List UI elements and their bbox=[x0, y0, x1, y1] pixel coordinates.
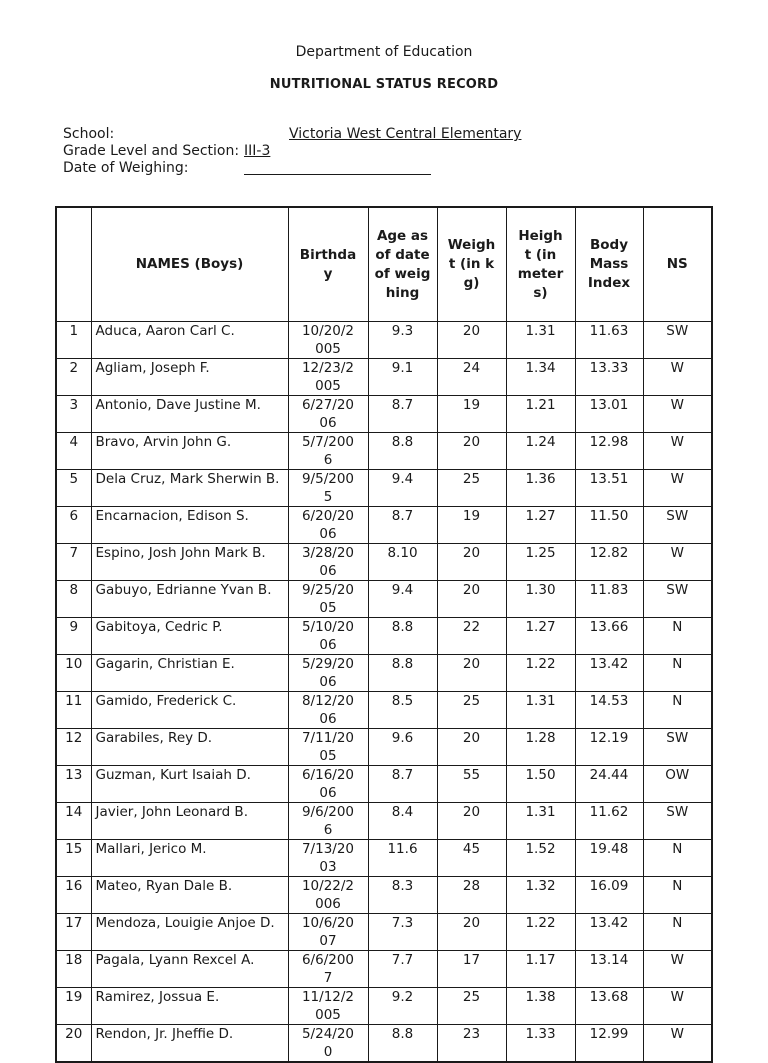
table-row bbox=[56, 507, 712, 544]
birthday-cell: 6/6/2007 bbox=[288, 951, 368, 988]
table-row bbox=[56, 840, 712, 877]
age-cell: 8.10 bbox=[368, 544, 437, 581]
nutritional-status-cell: W bbox=[643, 396, 712, 433]
nutritional-status-cell: W bbox=[643, 988, 712, 1025]
height-cell: 1.22 bbox=[506, 914, 575, 951]
row-number-cell: 8 bbox=[56, 581, 91, 618]
height-cell: 1.33 bbox=[506, 1025, 575, 1063]
bmi-cell: 14.53 bbox=[575, 692, 643, 729]
age-cell: 9.4 bbox=[368, 581, 437, 618]
weight-cell: 20 bbox=[437, 322, 506, 359]
bmi-cell: 13.66 bbox=[575, 618, 643, 655]
nutritional-status-table bbox=[55, 206, 713, 1063]
table-row bbox=[56, 951, 712, 988]
student-name-cell: Dela Cruz, Mark Sherwin B. bbox=[91, 470, 288, 507]
bmi-cell: 13.01 bbox=[575, 396, 643, 433]
height-cell: 1.22 bbox=[506, 655, 575, 692]
height-cell: 1.52 bbox=[506, 840, 575, 877]
table-row bbox=[56, 692, 712, 729]
student-name-cell: Garabiles, Rey D. bbox=[91, 729, 288, 766]
nutritional-status-cell: N bbox=[643, 618, 712, 655]
birthday-cell: 3/28/2006 bbox=[288, 544, 368, 581]
birthday-cell: 10/20/2005 bbox=[288, 322, 368, 359]
bmi-cell: 16.09 bbox=[575, 877, 643, 914]
table-row bbox=[56, 322, 712, 359]
col-header-names: NAMES (Boys) bbox=[91, 207, 288, 322]
height-cell: 1.31 bbox=[506, 692, 575, 729]
table-row bbox=[56, 359, 712, 396]
height-cell: 1.27 bbox=[506, 507, 575, 544]
age-cell: 7.7 bbox=[368, 951, 437, 988]
table-row bbox=[56, 766, 712, 803]
age-cell: 8.4 bbox=[368, 803, 437, 840]
weight-cell: 20 bbox=[437, 914, 506, 951]
col-header-age: Age as of date of weighing bbox=[368, 207, 437, 322]
date-label: Date of Weighing: bbox=[63, 160, 189, 176]
row-number-cell: 20 bbox=[56, 1025, 91, 1063]
nutritional-status-cell: N bbox=[643, 840, 712, 877]
birthday-cell: 6/16/2006 bbox=[288, 766, 368, 803]
height-cell: 1.24 bbox=[506, 433, 575, 470]
table-row bbox=[56, 433, 712, 470]
age-cell: 8.8 bbox=[368, 433, 437, 470]
birthday-cell: 10/22/2006 bbox=[288, 877, 368, 914]
student-name-cell: Guzman, Kurt Isaiah D. bbox=[91, 766, 288, 803]
height-cell: 1.34 bbox=[506, 359, 575, 396]
weight-cell: 28 bbox=[437, 877, 506, 914]
age-cell: 9.3 bbox=[368, 322, 437, 359]
bmi-cell: 12.99 bbox=[575, 1025, 643, 1063]
table-row bbox=[56, 914, 712, 951]
bmi-cell: 24.44 bbox=[575, 766, 643, 803]
birthday-cell: 5/29/2006 bbox=[288, 655, 368, 692]
birthday-cell: 9/25/2005 bbox=[288, 581, 368, 618]
nutritional-status-cell: N bbox=[643, 655, 712, 692]
birthday-cell: 8/12/2006 bbox=[288, 692, 368, 729]
table-row bbox=[56, 470, 712, 507]
date-line bbox=[63, 160, 189, 177]
weight-cell: 20 bbox=[437, 803, 506, 840]
row-number-cell: 17 bbox=[56, 914, 91, 951]
nutritional-status-cell: SW bbox=[643, 581, 712, 618]
bmi-cell: 11.50 bbox=[575, 507, 643, 544]
student-name-cell: Gabuyo, Edrianne Yvan B. bbox=[91, 581, 288, 618]
age-cell: 8.5 bbox=[368, 692, 437, 729]
department-heading: Department of Education bbox=[295, 44, 473, 60]
table-row bbox=[56, 396, 712, 433]
birthday-cell: 9/5/2005 bbox=[288, 470, 368, 507]
col-header-bmi: Body Mass Index bbox=[575, 207, 643, 322]
student-name-cell: Bravo, Arvin John G. bbox=[91, 433, 288, 470]
weight-cell: 22 bbox=[437, 618, 506, 655]
grade-label: Grade Level and Section: bbox=[63, 143, 240, 159]
row-number-cell: 3 bbox=[56, 396, 91, 433]
nutritional-status-cell: SW bbox=[643, 803, 712, 840]
weight-cell: 17 bbox=[437, 951, 506, 988]
nutritional-status-cell: SW bbox=[643, 729, 712, 766]
height-cell: 1.38 bbox=[506, 988, 575, 1025]
nutritional-status-cell: W bbox=[643, 1025, 712, 1063]
height-cell: 1.36 bbox=[506, 470, 575, 507]
height-cell: 1.28 bbox=[506, 729, 575, 766]
bmi-cell: 13.68 bbox=[575, 988, 643, 1025]
nutritional-status-cell: N bbox=[643, 914, 712, 951]
birthday-cell: 6/27/2006 bbox=[288, 396, 368, 433]
weight-cell: 55 bbox=[437, 766, 506, 803]
age-cell: 8.8 bbox=[368, 655, 437, 692]
school-value: Victoria West Central Elementary bbox=[289, 126, 522, 142]
nutritional-status-cell: OW bbox=[643, 766, 712, 803]
bmi-cell: 13.51 bbox=[575, 470, 643, 507]
student-name-cell: Gabitoya, Cedric P. bbox=[91, 618, 288, 655]
col-header-ns: NS bbox=[643, 207, 712, 322]
student-name-cell: Mateo, Ryan Dale B. bbox=[91, 877, 288, 914]
table-row bbox=[56, 544, 712, 581]
age-cell: 8.8 bbox=[368, 618, 437, 655]
age-cell: 9.4 bbox=[368, 470, 437, 507]
age-cell: 9.6 bbox=[368, 729, 437, 766]
row-number-cell: 4 bbox=[56, 433, 91, 470]
weight-cell: 20 bbox=[437, 655, 506, 692]
student-name-cell: Gagarin, Christian E. bbox=[91, 655, 288, 692]
row-number-cell: 12 bbox=[56, 729, 91, 766]
row-number-cell: 16 bbox=[56, 877, 91, 914]
student-name-cell: Encarnacion, Edison S. bbox=[91, 507, 288, 544]
height-cell: 1.31 bbox=[506, 803, 575, 840]
bmi-cell: 12.19 bbox=[575, 729, 643, 766]
bmi-cell: 19.48 bbox=[575, 840, 643, 877]
bmi-cell: 13.42 bbox=[575, 914, 643, 951]
nutritional-status-cell: SW bbox=[643, 322, 712, 359]
age-cell: 8.7 bbox=[368, 396, 437, 433]
row-number-cell: 1 bbox=[56, 322, 91, 359]
row-number-cell: 11 bbox=[56, 692, 91, 729]
table-row bbox=[56, 988, 712, 1025]
age-cell: 9.2 bbox=[368, 988, 437, 1025]
bmi-cell: 11.63 bbox=[575, 322, 643, 359]
weight-cell: 20 bbox=[437, 544, 506, 581]
weight-cell: 20 bbox=[437, 433, 506, 470]
row-number-cell: 15 bbox=[56, 840, 91, 877]
nutritional-status-cell: N bbox=[643, 692, 712, 729]
weight-cell: 20 bbox=[437, 581, 506, 618]
table-header-row bbox=[56, 207, 712, 322]
student-name-cell: Agliam, Joseph F. bbox=[91, 359, 288, 396]
weight-cell: 19 bbox=[437, 396, 506, 433]
table-row bbox=[56, 1025, 712, 1063]
nutritional-status-cell: N bbox=[643, 877, 712, 914]
weight-cell: 25 bbox=[437, 470, 506, 507]
nutritional-status-cell: W bbox=[643, 470, 712, 507]
nutritional-status-cell: W bbox=[643, 433, 712, 470]
row-number-cell: 2 bbox=[56, 359, 91, 396]
height-cell: 1.50 bbox=[506, 766, 575, 803]
weight-cell: 25 bbox=[437, 692, 506, 729]
birthday-cell: 5/7/2006 bbox=[288, 433, 368, 470]
student-name-cell: Rendon, Jr. Jheffie D. bbox=[91, 1025, 288, 1063]
bmi-cell: 12.98 bbox=[575, 433, 643, 470]
birthday-cell: 10/6/2007 bbox=[288, 914, 368, 951]
height-cell: 1.17 bbox=[506, 951, 575, 988]
nutritional-status-cell: W bbox=[643, 951, 712, 988]
birthday-cell: 11/12/2005 bbox=[288, 988, 368, 1025]
birthday-cell: 9/6/2006 bbox=[288, 803, 368, 840]
col-header-number bbox=[56, 207, 91, 322]
height-cell: 1.32 bbox=[506, 877, 575, 914]
date-blank-line bbox=[244, 174, 431, 175]
row-number-cell: 6 bbox=[56, 507, 91, 544]
row-number-cell: 9 bbox=[56, 618, 91, 655]
table-row bbox=[56, 581, 712, 618]
col-header-height: Height (in meters) bbox=[506, 207, 575, 322]
student-name-cell: Espino, Josh John Mark B. bbox=[91, 544, 288, 581]
table-row bbox=[56, 655, 712, 692]
birthday-cell: 6/20/2006 bbox=[288, 507, 368, 544]
age-cell: 9.1 bbox=[368, 359, 437, 396]
birthday-cell: 7/13/2003 bbox=[288, 840, 368, 877]
weight-cell: 19 bbox=[437, 507, 506, 544]
birthday-cell: 12/23/2005 bbox=[288, 359, 368, 396]
row-number-cell: 10 bbox=[56, 655, 91, 692]
row-number-cell: 14 bbox=[56, 803, 91, 840]
student-name-cell: Antonio, Dave Justine M. bbox=[91, 396, 288, 433]
bmi-cell: 13.42 bbox=[575, 655, 643, 692]
student-name-cell: Pagala, Lyann Rexcel A. bbox=[91, 951, 288, 988]
bmi-cell: 11.83 bbox=[575, 581, 643, 618]
bmi-cell: 13.14 bbox=[575, 951, 643, 988]
age-cell: 11.6 bbox=[368, 840, 437, 877]
age-cell: 7.3 bbox=[368, 914, 437, 951]
student-name-cell: Ramirez, Jossua E. bbox=[91, 988, 288, 1025]
table-row bbox=[56, 803, 712, 840]
bmi-cell: 11.62 bbox=[575, 803, 643, 840]
row-number-cell: 13 bbox=[56, 766, 91, 803]
age-cell: 8.7 bbox=[368, 766, 437, 803]
student-name-cell: Mendoza, Louigie Anjoe D. bbox=[91, 914, 288, 951]
nutritional-status-cell: SW bbox=[643, 507, 712, 544]
birthday-cell: 7/11/2005 bbox=[288, 729, 368, 766]
table-row bbox=[56, 618, 712, 655]
student-name-cell: Gamido, Frederick C. bbox=[91, 692, 288, 729]
height-cell: 1.21 bbox=[506, 396, 575, 433]
school-label: School: bbox=[63, 126, 115, 142]
height-cell: 1.27 bbox=[506, 618, 575, 655]
height-cell: 1.31 bbox=[506, 322, 575, 359]
age-cell: 8.8 bbox=[368, 1025, 437, 1063]
weight-cell: 23 bbox=[437, 1025, 506, 1063]
weight-cell: 20 bbox=[437, 729, 506, 766]
col-header-weight: Weight (in kg) bbox=[437, 207, 506, 322]
row-number-cell: 7 bbox=[56, 544, 91, 581]
grade-value: III-3 bbox=[244, 143, 271, 159]
nutritional-status-cell: W bbox=[643, 544, 712, 581]
birthday-cell: 5/10/2006 bbox=[288, 618, 368, 655]
row-number-cell: 18 bbox=[56, 951, 91, 988]
height-cell: 1.25 bbox=[506, 544, 575, 581]
row-number-cell: 5 bbox=[56, 470, 91, 507]
birthday-cell: 5/24/200 bbox=[288, 1025, 368, 1063]
age-cell: 8.7 bbox=[368, 507, 437, 544]
row-number-cell: 19 bbox=[56, 988, 91, 1025]
table-row bbox=[56, 877, 712, 914]
weight-cell: 45 bbox=[437, 840, 506, 877]
age-cell: 8.3 bbox=[368, 877, 437, 914]
height-cell: 1.30 bbox=[506, 581, 575, 618]
student-name-cell: Aduca, Aaron Carl C. bbox=[91, 322, 288, 359]
table-row bbox=[56, 729, 712, 766]
student-name-cell: Javier, John Leonard B. bbox=[91, 803, 288, 840]
bmi-cell: 13.33 bbox=[575, 359, 643, 396]
record-title: NUTRITIONAL STATUS RECORD bbox=[269, 77, 499, 92]
weight-cell: 25 bbox=[437, 988, 506, 1025]
grade-line bbox=[63, 143, 271, 160]
school-line bbox=[63, 126, 522, 143]
nutritional-status-cell: W bbox=[643, 359, 712, 396]
bmi-cell: 12.82 bbox=[575, 544, 643, 581]
col-header-birthday: Birthday bbox=[288, 207, 368, 322]
student-name-cell: Mallari, Jerico M. bbox=[91, 840, 288, 877]
weight-cell: 24 bbox=[437, 359, 506, 396]
